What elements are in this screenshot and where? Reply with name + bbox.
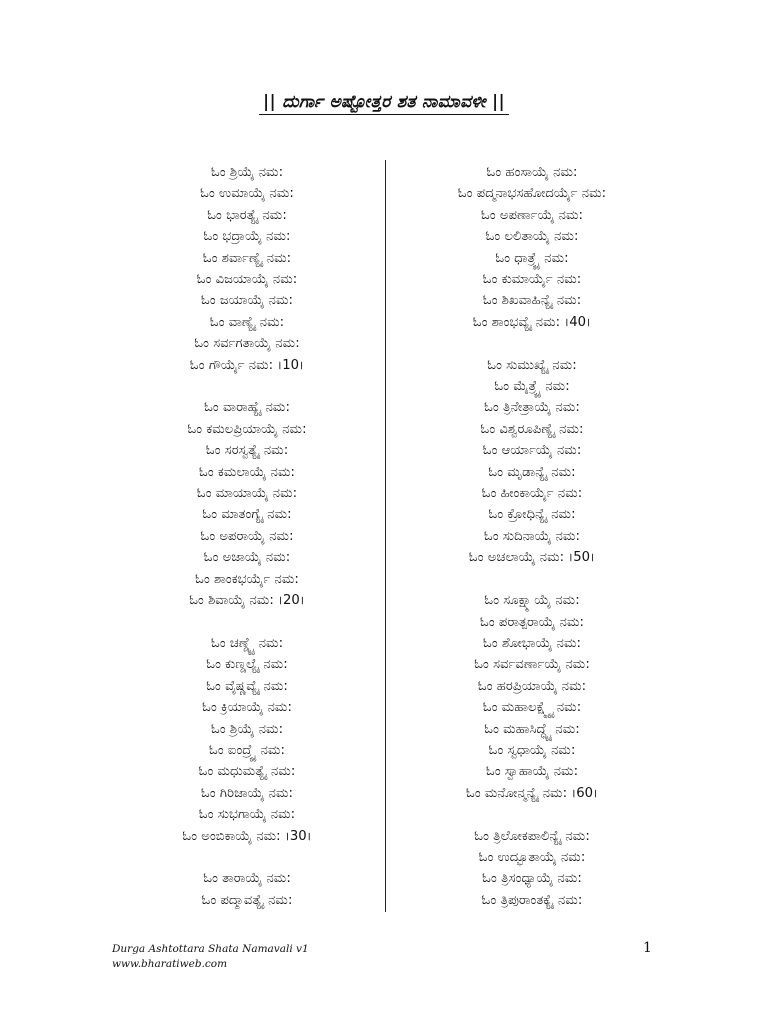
- name-line: ಓಂ ಮಧುಮತ್ಯೈ ನಮ:: [198, 764, 296, 780]
- name-line: ಓಂ ಭಾರತ್ಯೈ ನಮ:: [207, 207, 287, 223]
- group-spacer: [382, 333, 682, 354]
- name-line: ಓಂ ಅಪರಾಯೈ ನಮ:: [200, 528, 294, 544]
- name-line: ಓಂ ಜಯಾಯೈ ನಮ:: [201, 293, 293, 309]
- footer: [112, 942, 309, 972]
- name-line: ಓಂ ಧಾತ್ರ್ಯೈ ನಮ:: [495, 250, 569, 266]
- name-line: ಓಂ ಪದ್ಮಾವತ್ಯೈ ನಮ:: [201, 892, 293, 908]
- name-line: ಓಂ ಮೈತ್ರ್ಯೈ ನಮ:: [494, 379, 570, 395]
- name-line: ಓಂ ತ್ರಿಪುರಾಂತಕ್ಯೈ ನಮ:: [481, 892, 583, 908]
- name-line: ಓಂ ಸುಮುಖ್ಯೈ ನಮ:: [487, 357, 577, 373]
- footer-doc-name: Durga Ashtottara Shata Namavali v1: [112, 943, 309, 955]
- name-line: ಓಂ ಕುಣ್ಡಲ್ಯೈ ನಮ:: [206, 657, 288, 673]
- name-line: ಓಂ ಸುದಿನಾಯೈ ನಮ:: [484, 528, 580, 544]
- name-line: ಓಂ ಉಮಾಯೈ ನಮ:: [200, 186, 294, 202]
- right-name-column: [382, 162, 682, 911]
- name-line: ಓಂ ಮೃಡಾನ್ಯೈ ನಮ:: [488, 464, 576, 480]
- name-line: ಓಂ ಸ್ವಾಹಾಯೈ ನಮ:: [485, 764, 579, 780]
- name-line: ಓಂ ಉದ್ಭೂತಾಯೈ ನಮ:: [478, 849, 586, 865]
- name-line: ಓಂ ಕಮಲಾಯೈ ನಮ:: [199, 464, 295, 480]
- name-line: ಓಂ ಮನೋನ್ಮನ್ಯೈ ನಮ: ।60।: [465, 785, 599, 801]
- name-line: ಓಂ ಶಾಂಕಭರ್ಯೈ ನಮ:: [195, 571, 299, 587]
- name-line: ಓಂ ಶರ್ವಾಣ್ಯೈ ನಮ:: [202, 250, 292, 266]
- name-line: ಓಂ ಹರಪ್ರಿಯಾಯೈ ನಮ:: [477, 678, 587, 694]
- name-line: ಓಂ ಕಮಲಪ್ರಿಯಾಯೈ ನಮ:: [187, 421, 307, 437]
- name-line: ಓಂ ಶೋಭಾಯೈ ನಮ:: [483, 635, 581, 651]
- name-line: ಓಂ ಶಿವಾಯೈ ನಮ: ।20।: [189, 593, 305, 609]
- name-line: ಓಂ ತಾರಾಯೈ ನಮ:: [203, 871, 291, 887]
- left-name-column: [97, 162, 397, 911]
- name-line: ಓಂ ಕುಮಾರ್ಯೈ ನಮ:: [482, 272, 582, 288]
- name-line: ಓಂ ಮಾಯಾಯೈ ನಮ:: [196, 486, 298, 502]
- name-line: ಓಂ ಸರ್ವವರ್ಣಾಯೈ ನಮ:: [474, 657, 590, 673]
- page-number: 1: [643, 940, 652, 956]
- name-line: ಓಂ ಗಿರಿಜಾಯೈ ನಮ:: [201, 785, 293, 801]
- name-line: ಓಂ ಪರಾತ್ಪರಾಯೈ ನಮ:: [480, 614, 584, 630]
- name-line: ಓಂ ಹಂಸಾಯೈ ನಮ:: [486, 165, 578, 180]
- name-line: ಓಂ ಶ್ರಿಯೈ ನಮ:: [210, 165, 284, 180]
- name-line: ಓಂ ಶಿಖವಾಹಿನ್ಯೈ ನಮ:: [482, 293, 582, 309]
- group-spacer: [97, 612, 397, 633]
- name-line: ಓಂ ಲಲಿತಾಯೈ ನಮ:: [485, 229, 579, 245]
- name-line: ಓಂ ಭದ್ರಾಯೈ ನಮ:: [203, 229, 291, 245]
- name-line: ಓಂ ಮಹಾಸಿದ್ಧ್ಯೈ ನಮ:: [484, 721, 580, 737]
- name-line: ಓಂ ಗೌರ್ಯೈ ನಮ: ।10।: [189, 357, 305, 373]
- name-line: ಓಂ ಅಂಬಿಕಾಯೈ ನಮ: ।30।: [182, 828, 312, 844]
- page-title: [0, 92, 768, 112]
- name-line: ಓಂ ಐಂದ್ರ್ಯೈ ನಮ:: [209, 742, 285, 758]
- name-line: ಓಂ ಪದ್ಮನಾಭಸಹೋದರ್ಯೈ ನಮ:: [457, 186, 607, 202]
- name-line: ಓಂ ವೈಷ್ಣವ್ಯೈ ನಮ:: [206, 678, 288, 694]
- group-spacer: [97, 847, 397, 868]
- name-line: ಓಂ ವಾರಾಹ್ಯೈ ನಮ:: [204, 400, 290, 416]
- name-line: ಓಂ ಮಾತಂಗ್ಯೈ ನಮ:: [202, 507, 292, 523]
- name-line: ಓಂ ತ್ರಿನೇತ್ರಾಯೈ ನಮ:: [484, 400, 580, 416]
- name-line: ಓಂ ತ್ರಿಸಂಧ್ಯಾಯೈ ನಮ:: [482, 871, 582, 887]
- name-line: ಓಂ ಅಚಲಾಯೈ ನಮ: ।50।: [468, 550, 596, 566]
- name-line: ಓಂ ಶ್ರಿಯೈ ನಮ:: [210, 721, 284, 737]
- name-line: ಓಂ ಅಜಾಯೈ ನಮ:: [203, 550, 291, 566]
- name-line: ಓಂ ಸರ್ವಗತಾಯೈ ನಮ:: [194, 336, 300, 352]
- name-line: ಓಂ ಸೂಕ್ಷ್ಮಾಯೈ ನಮ:: [484, 593, 580, 609]
- group-spacer: [97, 376, 397, 397]
- name-line: ಓಂ ವಾಣ್ಯೈ ನಮ:: [209, 314, 285, 330]
- footer-website: www.bharatiweb.com: [112, 958, 228, 970]
- name-line: ಓಂ ವಿಶ್ವರೂಪಿಣ್ಯೈ ನಮ:: [480, 421, 584, 437]
- name-line: ಓಂ ಕ್ರಿಯಾಯೈ ನಮ:: [202, 700, 292, 716]
- name-line: ಓಂ ಕ್ರೋಧಿನ್ಯೈ ನಮ:: [488, 507, 576, 523]
- name-line: ಓಂ ಸರಸ್ವತ್ಯೈ ನಮ:: [205, 443, 289, 459]
- name-line: ಓಂ ಮಹಾಲಕ್ಷ್ಮ್ಯೈ ನಮ:: [482, 700, 582, 716]
- name-line: ಓಂ ಆರ್ಯಾಯೈ ನಮ:: [482, 443, 582, 459]
- title-text: || ದುರ್ಗಾ ಅಷ್ಟೋತ್ತರ ಶತ ನಾಮಾವಳೀ ||: [259, 92, 509, 115]
- name-line: ಓಂ ಸ್ವಧಾಯೈ ನಮ:: [488, 742, 576, 758]
- name-line: ಓಂ ಸುಭಗಾಯೈ ನಮ:: [198, 807, 296, 823]
- name-line: ಓಂ ಅಪರ್ಣಾಯೈ ನಮ:: [481, 207, 583, 223]
- name-line: ಓಂ ಶಾಂಭವ್ಯೈ ನಮ: ।40।: [472, 314, 592, 330]
- name-line: ಓಂ ತ್ರಿಲೋಕಪಾಲಿನ್ಯೈ ನಮ:: [474, 828, 590, 844]
- group-spacer: [382, 569, 682, 590]
- name-line: ಓಂ ಚಣ್ಡ್ಯೈ ನಮ:: [210, 635, 284, 651]
- name-line: ಓಂ ವಿಜಯಾಯೈ ನಮ:: [196, 272, 298, 288]
- group-spacer: [382, 804, 682, 825]
- name-line: ಓಂ ಹೀಂಕಾರ್ಯೈ ನಮ:: [481, 486, 583, 502]
